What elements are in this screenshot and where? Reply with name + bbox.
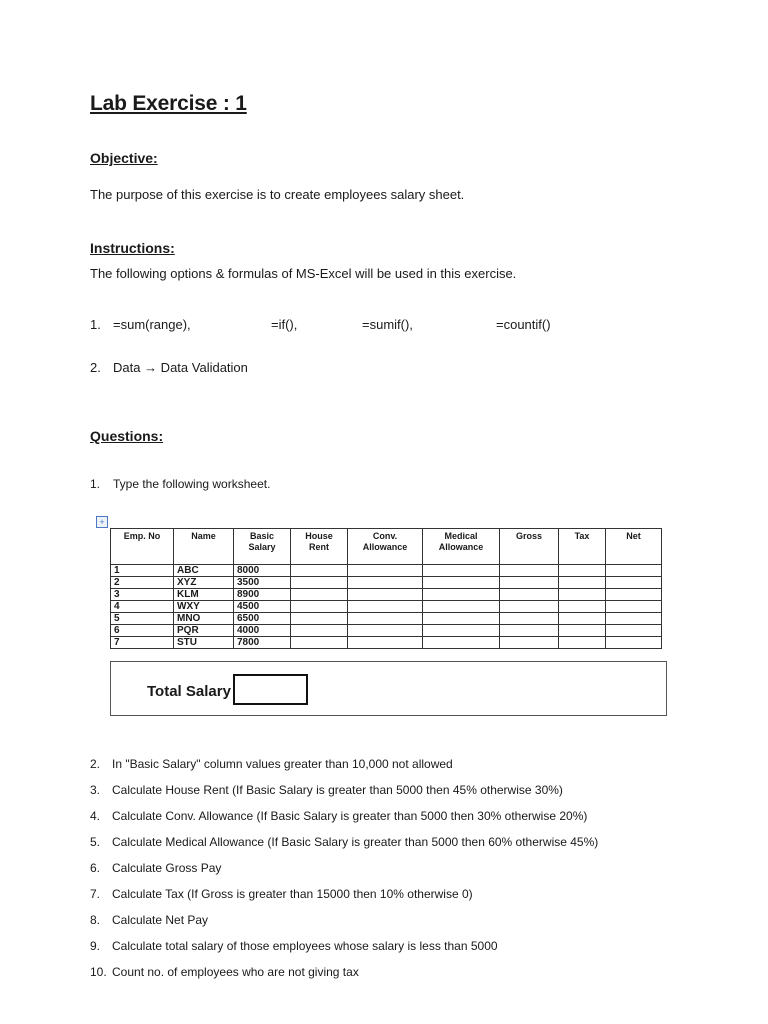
cell-name[interactable]: WXY bbox=[174, 601, 234, 613]
move-handle-icon[interactable]: + bbox=[96, 516, 108, 528]
cell-tax[interactable] bbox=[559, 577, 606, 589]
cell-basic-salary[interactable]: 8000 bbox=[234, 565, 291, 577]
question-item bbox=[90, 783, 563, 797]
question-item bbox=[90, 913, 208, 927]
cell-emp-no[interactable]: 1 bbox=[111, 565, 174, 577]
objective-text: The purpose of this exercise is to create employees salary sheet. bbox=[90, 187, 465, 202]
cell-gross[interactable] bbox=[500, 601, 559, 613]
header-conv-allowance: Conv. Allowance bbox=[348, 529, 423, 565]
cell-conv-allowance[interactable] bbox=[348, 565, 423, 577]
header-tax: Tax bbox=[559, 529, 606, 565]
table-row bbox=[111, 565, 662, 577]
cell-tax[interactable] bbox=[559, 625, 606, 637]
objective-heading: Objective: bbox=[90, 150, 158, 166]
cell-medical-allowance[interactable] bbox=[423, 613, 500, 625]
cell-basic-salary[interactable]: 8900 bbox=[234, 589, 291, 601]
cell-net[interactable] bbox=[606, 613, 662, 625]
cell-medical-allowance[interactable] bbox=[423, 589, 500, 601]
cell-emp-no[interactable]: 6 bbox=[111, 625, 174, 637]
question-item bbox=[90, 887, 473, 901]
cell-medical-allowance[interactable] bbox=[423, 625, 500, 637]
question-text: Calculate total salary of those employees whose salary is less than 5000 bbox=[112, 939, 498, 953]
question-number: 9. bbox=[90, 939, 101, 953]
question-number: 7. bbox=[90, 887, 101, 901]
instructions-heading: Instructions: bbox=[90, 240, 175, 256]
question-text: Calculate House Rent (If Basic Salary is greater than 5000 then 45% otherwise 30%) bbox=[112, 783, 563, 797]
cell-net[interactable] bbox=[606, 625, 662, 637]
question-item bbox=[90, 757, 453, 771]
cell-tax[interactable] bbox=[559, 601, 606, 613]
question-number: 4. bbox=[90, 809, 101, 823]
header-name: Name bbox=[174, 529, 234, 565]
cell-net[interactable] bbox=[606, 637, 662, 649]
question-text: Calculate Conv. Allowance (If Basic Salary is greater than 5000 then 30% otherwise 20%) bbox=[112, 809, 588, 823]
cell-gross[interactable] bbox=[500, 613, 559, 625]
table-row bbox=[111, 637, 662, 649]
question-item bbox=[90, 809, 587, 823]
total-salary-input[interactable] bbox=[233, 674, 308, 705]
cell-tax[interactable] bbox=[559, 589, 606, 601]
cell-basic-salary[interactable]: 6500 bbox=[234, 613, 291, 625]
formula-if: =if(), bbox=[271, 317, 298, 332]
cell-medical-allowance[interactable] bbox=[423, 637, 500, 649]
cell-gross[interactable] bbox=[500, 637, 559, 649]
cell-emp-no[interactable]: 5 bbox=[111, 613, 174, 625]
cell-house-rent[interactable] bbox=[291, 613, 348, 625]
cell-house-rent[interactable] bbox=[291, 625, 348, 637]
question-text: Calculate Tax (If Gross is greater than 15000 then 10% otherwise 0) bbox=[112, 887, 473, 901]
cell-conv-allowance[interactable] bbox=[348, 577, 423, 589]
table-row bbox=[111, 601, 662, 613]
cell-name[interactable]: ABC bbox=[174, 565, 234, 577]
instruction-item-number: 1. bbox=[90, 317, 101, 332]
formula-countif: =countif() bbox=[496, 317, 551, 332]
table-row bbox=[111, 625, 662, 637]
table-row bbox=[111, 577, 662, 589]
cell-basic-salary[interactable]: 4000 bbox=[234, 625, 291, 637]
question-text: Type the following worksheet. bbox=[113, 477, 271, 491]
cell-basic-salary[interactable]: 4500 bbox=[234, 601, 291, 613]
cell-name[interactable]: XYZ bbox=[174, 577, 234, 589]
question-item bbox=[90, 965, 359, 979]
question-item bbox=[90, 861, 221, 875]
salary-worksheet bbox=[110, 528, 662, 649]
table-row bbox=[111, 589, 662, 601]
question-text: Calculate Gross Pay bbox=[112, 861, 222, 875]
cell-house-rent[interactable] bbox=[291, 601, 348, 613]
cell-conv-allowance[interactable] bbox=[348, 613, 423, 625]
header-basic-salary: Basic Salary bbox=[234, 529, 291, 565]
question-text: Calculate Medical Allowance (If Basic Salary is greater than 5000 then 60% otherwise 45%) bbox=[112, 835, 599, 849]
cell-gross[interactable] bbox=[500, 577, 559, 589]
cell-net[interactable] bbox=[606, 565, 662, 577]
header-emp-no: Emp. No bbox=[111, 529, 174, 565]
cell-gross[interactable] bbox=[500, 589, 559, 601]
instructions-text: The following options & formulas of MS-Excel will be used in this exercise. bbox=[90, 266, 517, 281]
cell-house-rent[interactable] bbox=[291, 577, 348, 589]
cell-basic-salary[interactable]: 3500 bbox=[234, 577, 291, 589]
cell-emp-no[interactable]: 7 bbox=[111, 637, 174, 649]
question-number: 5. bbox=[90, 835, 101, 849]
cell-house-rent[interactable] bbox=[291, 565, 348, 577]
header-net: Net bbox=[606, 529, 662, 565]
instruction-item-number: 2. bbox=[90, 360, 101, 375]
cell-name[interactable]: MNO bbox=[174, 613, 234, 625]
data-validation-instruction: Data → Data Validation bbox=[113, 360, 248, 375]
cell-gross[interactable] bbox=[500, 565, 559, 577]
question-number: 1. bbox=[90, 477, 101, 491]
cell-house-rent[interactable] bbox=[291, 637, 348, 649]
cell-name[interactable]: STU bbox=[174, 637, 234, 649]
total-salary-label: Total Salary bbox=[147, 683, 231, 700]
cell-emp-no[interactable]: 3 bbox=[111, 589, 174, 601]
formula-sum: =sum(range), bbox=[113, 317, 191, 332]
header-gross: Gross bbox=[500, 529, 559, 565]
question-number: 6. bbox=[90, 861, 101, 875]
question-text: Count no. of employees who are not giving tax bbox=[112, 965, 359, 979]
header-house-rent: House Rent bbox=[291, 529, 348, 565]
cell-net[interactable] bbox=[606, 589, 662, 601]
table-row bbox=[111, 613, 662, 625]
cell-emp-no[interactable]: 4 bbox=[111, 601, 174, 613]
question-item bbox=[90, 835, 598, 849]
question-number: 2. bbox=[90, 757, 101, 771]
cell-emp-no[interactable]: 2 bbox=[111, 577, 174, 589]
cell-house-rent[interactable] bbox=[291, 589, 348, 601]
cell-medical-allowance[interactable] bbox=[423, 577, 500, 589]
cell-conv-allowance[interactable] bbox=[348, 601, 423, 613]
question-number: 10. bbox=[90, 965, 107, 979]
question-text: Calculate Net Pay bbox=[112, 913, 209, 927]
cell-conv-allowance[interactable] bbox=[348, 637, 423, 649]
cell-tax[interactable] bbox=[559, 565, 606, 577]
cell-name[interactable]: PQR bbox=[174, 625, 234, 637]
cell-basic-salary[interactable]: 7800 bbox=[234, 637, 291, 649]
cell-conv-allowance[interactable] bbox=[348, 589, 423, 601]
cell-medical-allowance[interactable] bbox=[423, 565, 500, 577]
cell-net[interactable] bbox=[606, 577, 662, 589]
worksheet-header-row bbox=[111, 529, 662, 565]
cell-tax[interactable] bbox=[559, 637, 606, 649]
question-text: In "Basic Salary" column values greater than 10,000 not allowed bbox=[112, 757, 453, 771]
cell-gross[interactable] bbox=[500, 625, 559, 637]
question-number: 8. bbox=[90, 913, 101, 927]
header-medical-allowance: Medical Allowance bbox=[423, 529, 500, 565]
cell-net[interactable] bbox=[606, 601, 662, 613]
cell-name[interactable]: KLM bbox=[174, 589, 234, 601]
questions-heading: Questions: bbox=[90, 428, 164, 444]
cell-conv-allowance[interactable] bbox=[348, 625, 423, 637]
cell-tax[interactable] bbox=[559, 613, 606, 625]
question-item bbox=[90, 939, 498, 953]
page-title: Lab Exercise : 1 bbox=[90, 92, 247, 115]
question-number: 3. bbox=[90, 783, 101, 797]
formula-sumif: =sumif(), bbox=[362, 317, 413, 332]
cell-medical-allowance[interactable] bbox=[423, 601, 500, 613]
